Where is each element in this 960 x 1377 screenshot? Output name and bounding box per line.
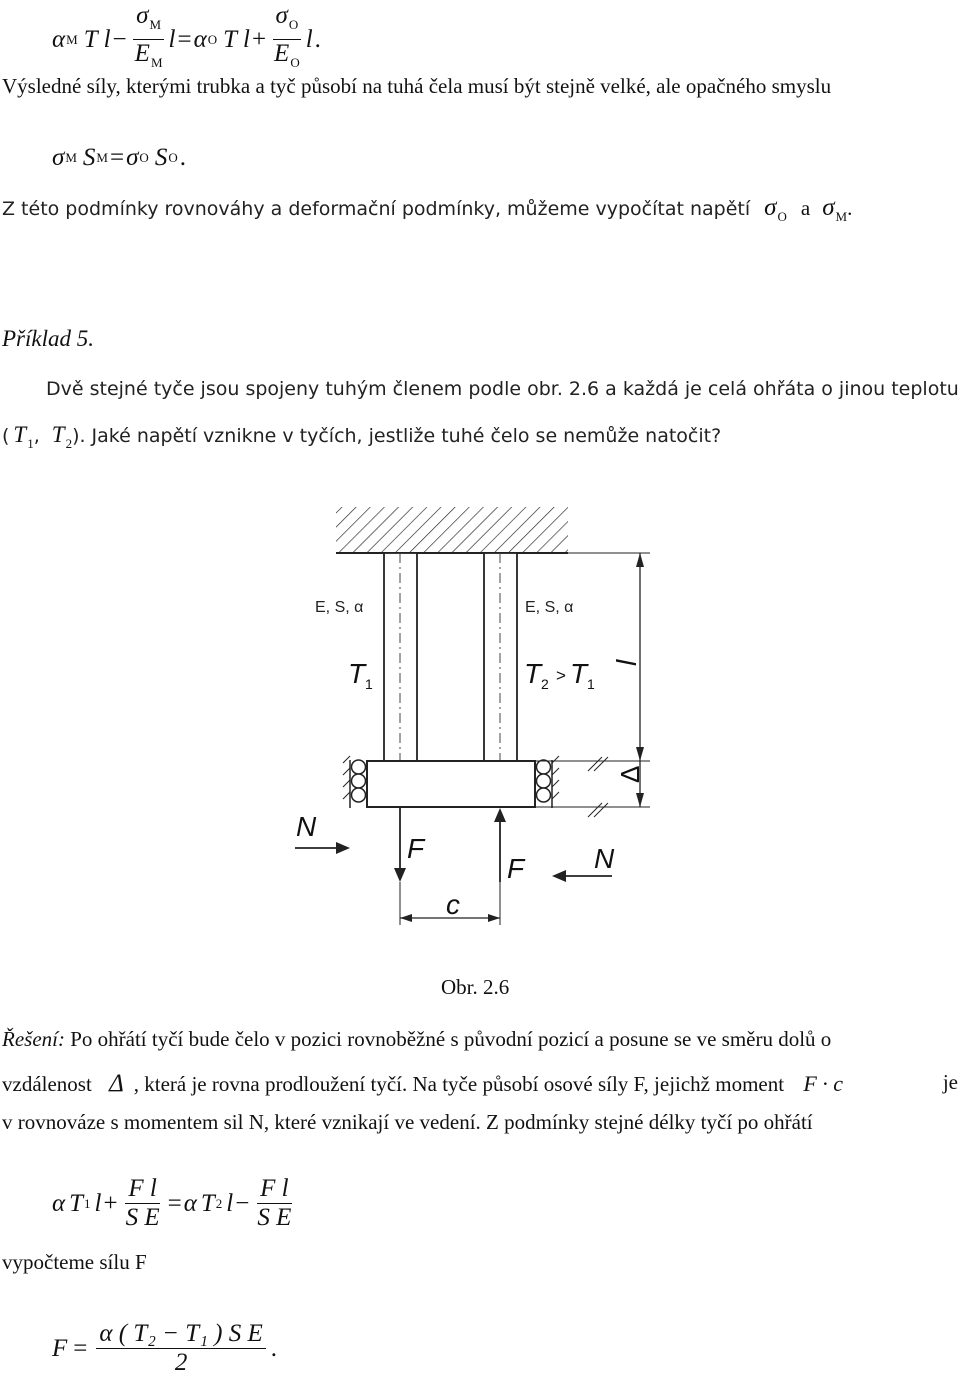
example-text-line2: ( $T_1$, $T_2$). Jaké napětí vznikne v tyčích, jestliže tuhé čelo se nemůže natočit? — [2, 422, 722, 451]
figure-caption: Obr. 2.6 — [441, 975, 510, 999]
example-title: Příklad 5. — [2, 326, 94, 351]
right-roller-guide — [537, 760, 551, 802]
solution-line1: Řešení: Po ohřátí tyčí bude čelo v pozici rovnoběžné s původní pozicí a posune se ve směru dolů o — [2, 1027, 832, 1051]
line-compute-force: vypočteme sílu F — [2, 1250, 147, 1274]
temperature-T1b-letter: T — [570, 658, 588, 689]
equation-force-balance: σ M S M = σ O S O . — [52, 144, 186, 171]
delta-label: Δ — [615, 765, 645, 783]
left-roller-guide — [352, 760, 366, 802]
N-right-label: N — [594, 843, 615, 874]
greater-than-sign: > — [556, 666, 566, 685]
N-left-label: N — [296, 811, 317, 842]
paragraph-forces: Výsledné síly, kterými trubka a tyč působí na tuhá čela musí být stejně velké, ale opačného smyslu — [2, 74, 832, 98]
F-right-label: F — [507, 853, 525, 884]
figure-2-6 — [0, 500, 960, 930]
temperature-T1b-sub: 1 — [587, 676, 595, 692]
solution-line3: v rovnováze s momentem sil N, které vznikají ve vedení. Z podmínky stejné délky tyčí po ohřátí — [2, 1110, 813, 1134]
temperature-T2-sub: 2 — [541, 676, 549, 692]
temperature-T2-letter: T — [524, 658, 542, 689]
F-left-label: F — [407, 833, 425, 864]
equation-force-result: F = $\frac{\text{α ( T₂ − T₁ ) S E}}{2}$ . — [52, 1320, 277, 1376]
equation-thermal-strain: α M T l − $\frac{\sigma_M}{E_M}$ l = α O T l + $\frac{\sigma_O}{E_O}$ l . — [52, 2, 321, 70]
temperature-T1-letter: T — [348, 658, 366, 689]
example-text-line1: Dvě stejné tyče jsou spojeny tuhým členem podle obr. 2.6 a každá je celá ohřáta o jinou teplotu — [46, 378, 959, 400]
fixed-support-hatch — [336, 507, 568, 553]
rod-1-properties: E, S, α — [315, 599, 364, 616]
c-label: c — [446, 889, 460, 920]
length-label-l: l — [611, 659, 642, 666]
rod-2-properties: E, S, α — [525, 599, 574, 616]
solution-line2: vzdálenost Δ , která je rovna prodloužení tyčí. Na tyče působí osové síly F, jejichž moment F · c je — [2, 1070, 958, 1097]
paragraph-conditions: Z této podmínky rovnováhy a deformační podmínky, můžeme vypočítat napětí $\sigma_O$ a $\sigma_M$. — [2, 194, 853, 224]
equation-length-condition: α T 1 l + $\frac{\text{F l}}{\text{S E}}$ = α T 2 l − $\frac{\text{F l}}{\text{S E}}$ — [52, 1175, 292, 1231]
rigid-end-plate — [367, 761, 535, 807]
temperature-T1-sub: 1 — [365, 676, 373, 692]
